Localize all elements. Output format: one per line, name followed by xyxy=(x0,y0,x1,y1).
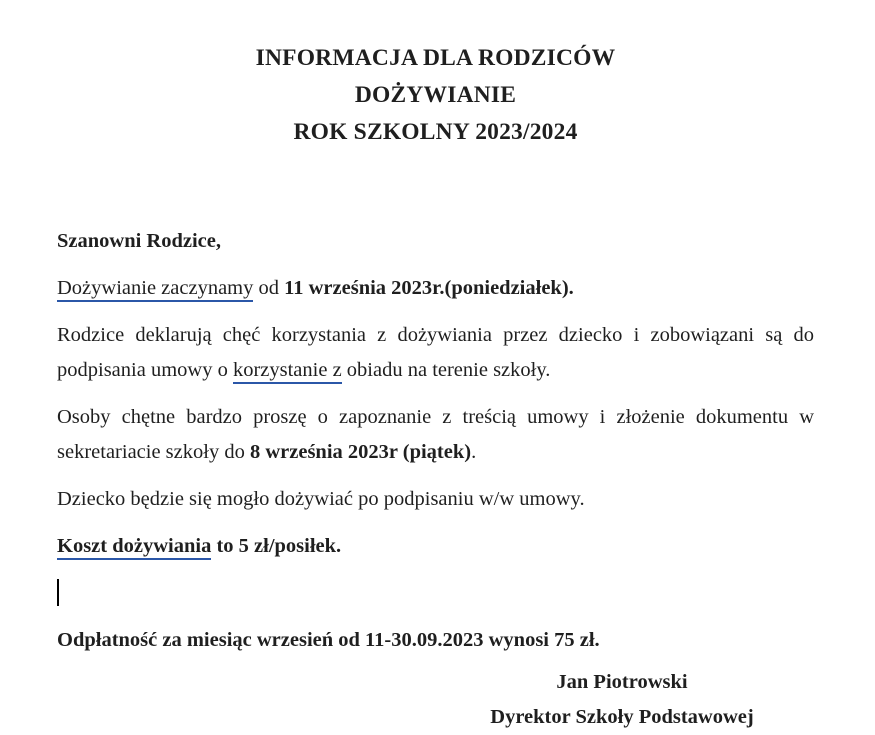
salutation: Szanowni Rodzice, xyxy=(57,230,221,252)
paragraph-3-bold-date: 8 września 2023r (piątek) xyxy=(249,441,472,463)
title-line-3: ROK SZKOLNY 2023/2024 xyxy=(293,119,578,145)
document-body xyxy=(57,224,814,670)
paragraph-declaration xyxy=(57,318,814,388)
title-line-2: DOŻYWIANIE xyxy=(354,82,517,108)
paragraph-start-date xyxy=(57,271,814,306)
document-title-block xyxy=(57,40,814,151)
paragraph-5-text-after: to 5 zł/posiłek. xyxy=(211,535,342,557)
signature-name: Jan Piotrowski xyxy=(556,671,688,693)
signature-block xyxy=(430,665,814,735)
paragraph-1-bold-date: 11 września 2023r.(poniedziałek). xyxy=(284,277,574,299)
title-line-1: INFORMACJA DLA RODZICÓW xyxy=(255,45,616,71)
paragraph-3-text-after: . xyxy=(471,441,477,463)
text-caret xyxy=(57,579,59,606)
paragraph-2-text-after: obiadu na terenie szkoły. xyxy=(341,359,551,381)
paragraph-cost xyxy=(57,529,814,564)
paragraph-2-text-before: Rodzice deklarują chęć korzystania z dożywiania przez dziecko i zobowiązani są do podpisania umowy o xyxy=(57,324,814,381)
paragraph-submission xyxy=(57,400,814,470)
paragraph-1-connector: od xyxy=(253,277,285,299)
grammar-underline-korzystanie-z: korzystanie z xyxy=(233,359,342,384)
paragraph-eligibility: Dziecko będzie się mogło dożywiać po podpisaniu w/w umowy. xyxy=(57,488,585,510)
signature-position: Dyrektor Szkoły Podstawowej xyxy=(490,706,754,728)
paragraph-3-text-before: Osoby chętne bardzo proszę o zapoznanie z treścią umowy i złożenie dokumentu w sekretariacie szkoły do xyxy=(57,406,814,463)
grammar-underline-dozywianie-zaczynamy: Dożywianie zaczynamy xyxy=(57,277,253,302)
paragraph-monthly-fee: Odpłatność za miesiąc wrzesień od 11-30.09.2023 wynosi 75 zł. xyxy=(57,629,600,651)
grammar-underline-koszt-dozywiania: Koszt dożywiania xyxy=(57,535,211,560)
empty-line-with-caret[interactable] xyxy=(57,576,814,611)
